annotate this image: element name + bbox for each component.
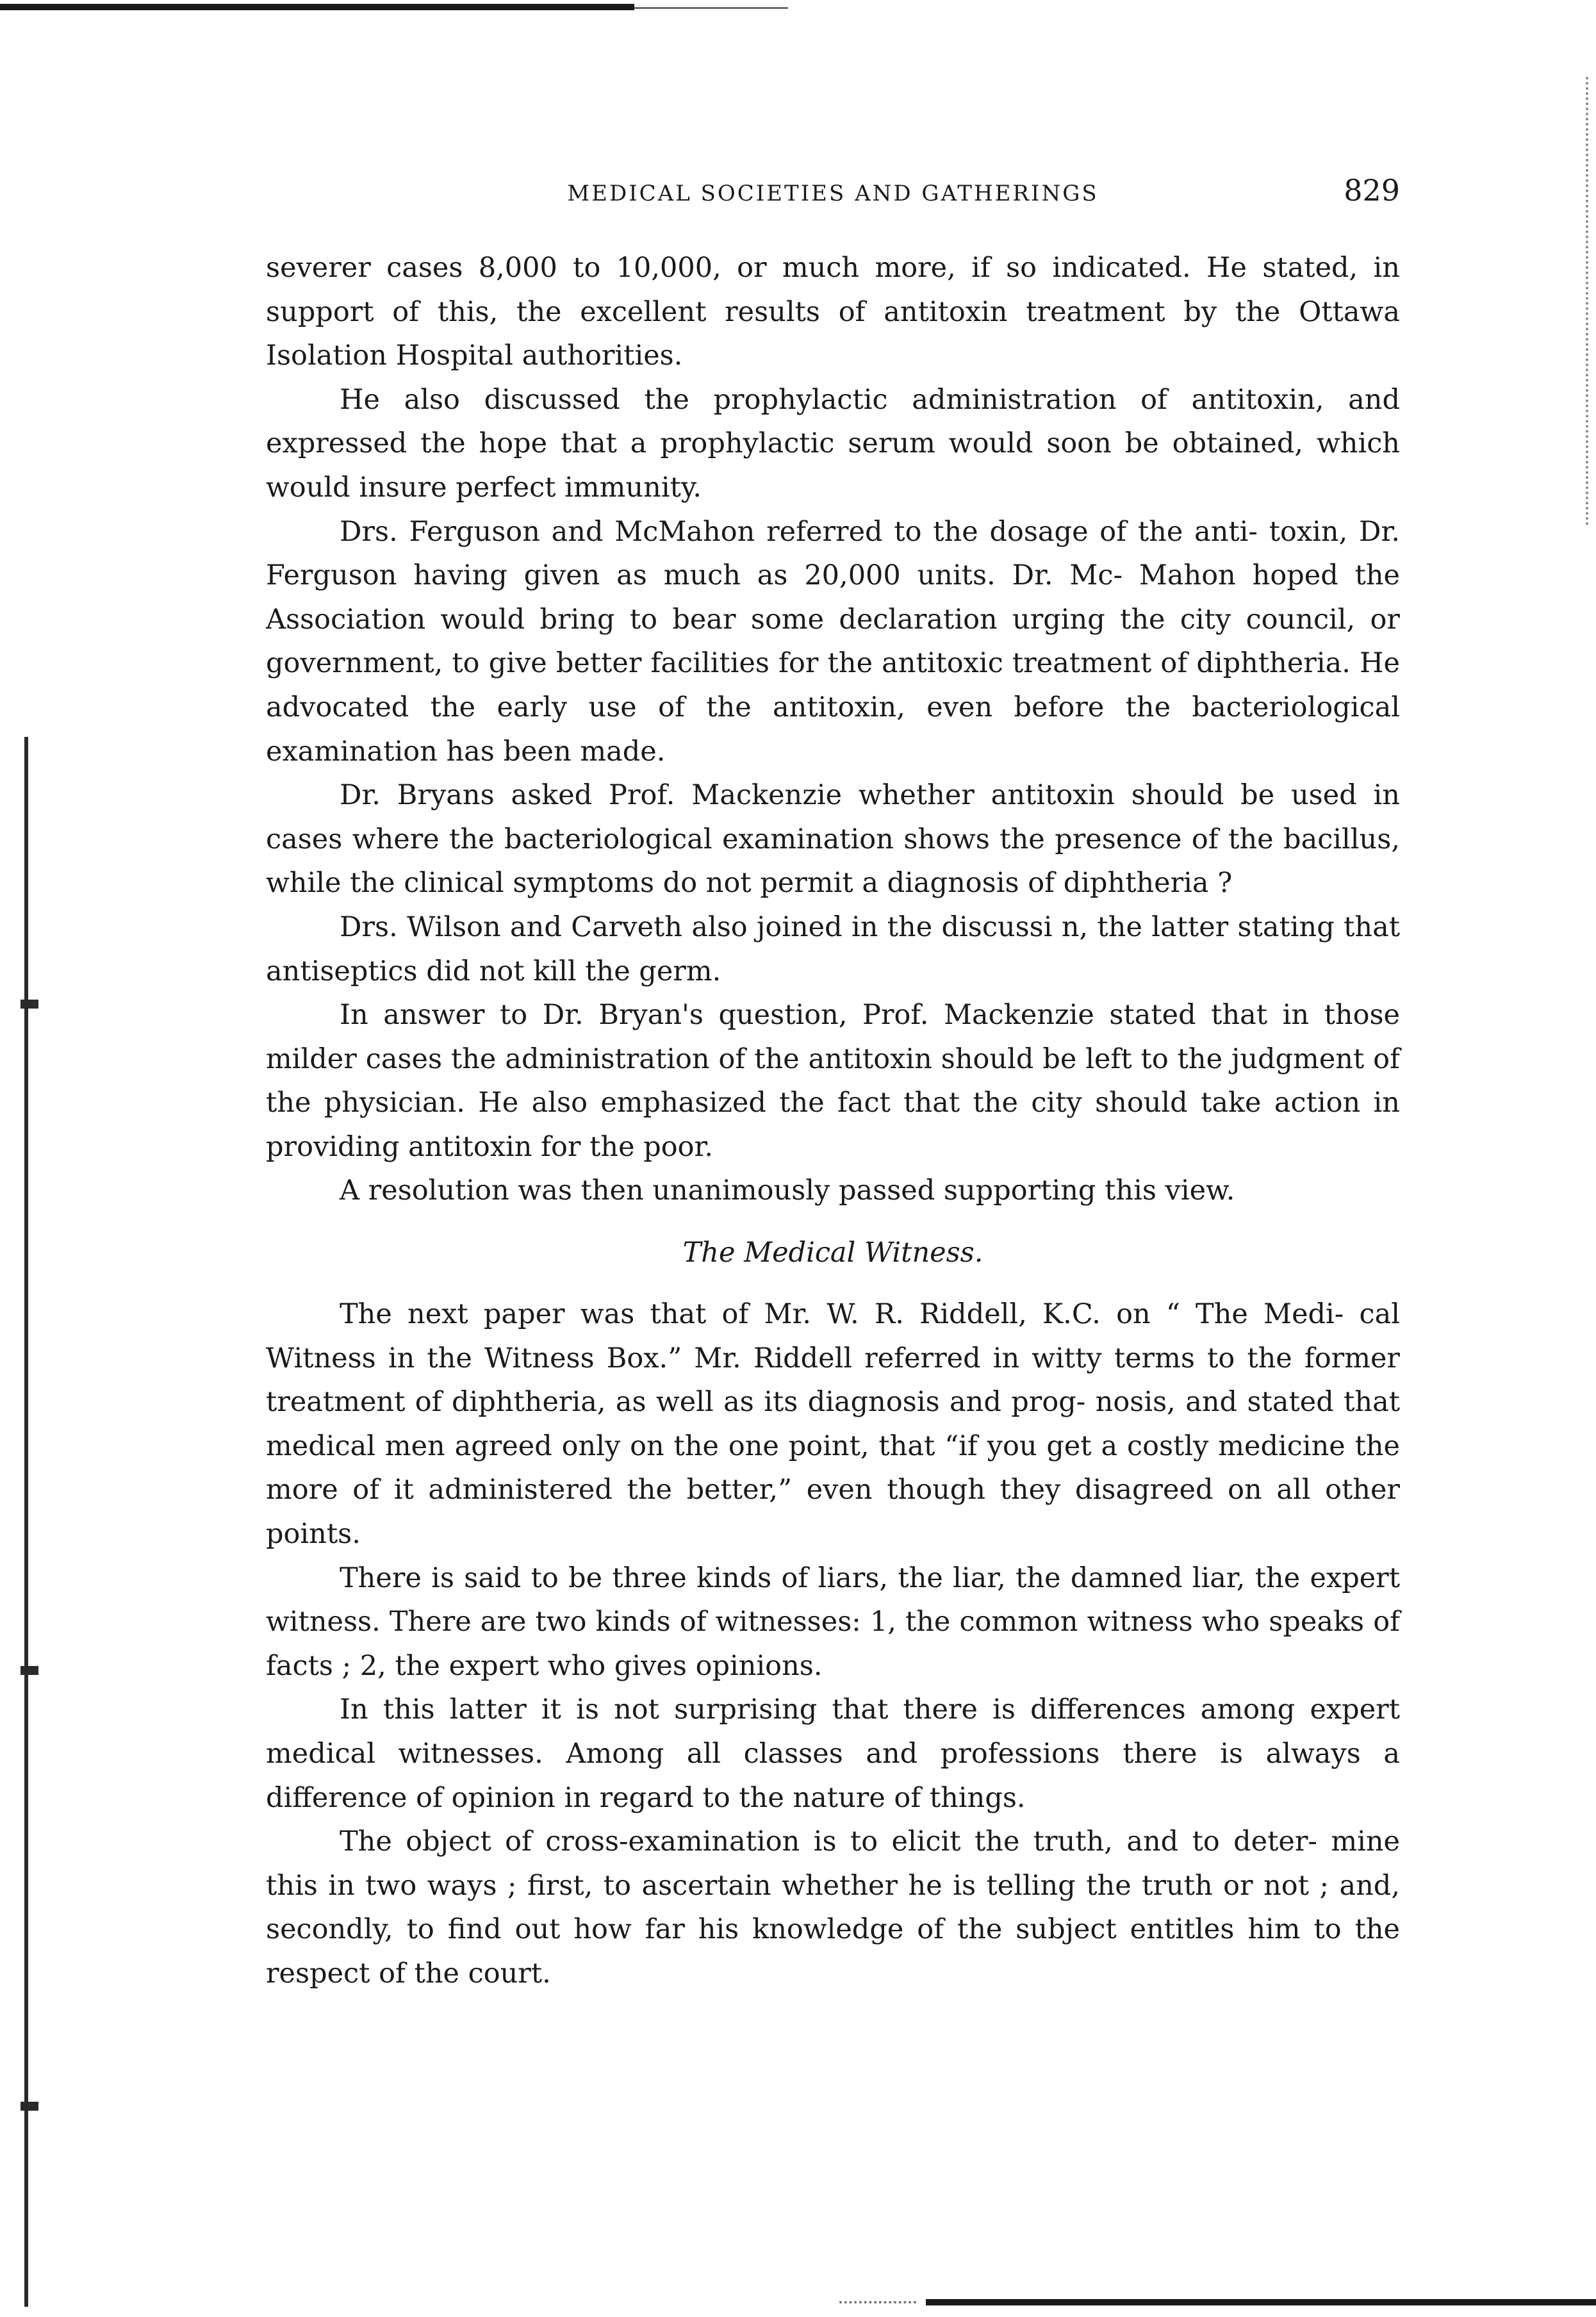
paragraph: In answer to Dr. Bryan's question, Prof. Mackenzie stated that in those milder cases the administration of the antitoxin should be left to the judgment of the physician. He also emphasized the fact that the city should take action in providing antitoxin for the poor.: [266, 999, 1400, 1163]
paragraph: Dr. Bryans asked Prof. Mackenzie whether antitoxin should be used in cases where the bacteriological examination shows the presence of the bacillus, while the clinical symptoms do not permit a diagnosis of diphtheria ?: [266, 779, 1400, 900]
paragraph: A resolution was then unanimously passed supporting this view.: [340, 1175, 1235, 1207]
paragraph: He also discussed the prophylactic administration of antitoxin, and expressed the hope that a prophylactic serum would soon be obtained, which would insure perfect immunity.: [266, 383, 1400, 504]
running-head: [266, 173, 1400, 224]
paragraph: The object of cross-examination is to elicit the truth, and to deter- mine this in two ways ; first, to ascertain whether he is telling the truth or not ; and, secondly, to find out how far his knowledge of the subject entitles him to the respect of the court.: [266, 1826, 1400, 1990]
right-edge-specks: [1583, 77, 1588, 525]
paragraph: severer cases 8,000 to 10,000, or much more, if so indicated. He stated, in support of this, the excellent results of antitoxin treatment by the Ottawa Isolation Hospital authorities.: [266, 252, 1400, 372]
left-binding-line: [24, 737, 28, 2307]
paragraph: There is said to be three kinds of liars, the liar, the damned liar, the expert witness. There are two kinds of witnesses: 1, the common witness who speaks of facts ; 2, the expert who gives opinions.: [266, 1562, 1400, 1682]
paragraph: Drs. Wilson and Carveth also joined in the discussi n, the latter stating that antiseptics did not kill the germ.: [266, 911, 1400, 987]
top-edge-rule: [0, 4, 634, 10]
left-binding-mark: [21, 1666, 38, 1675]
body-text: [266, 246, 1400, 1996]
left-binding-mark: [21, 1000, 38, 1009]
bottom-edge-rule: [926, 2299, 1596, 2305]
paragraph: In this latter it is not surprising that there is differences among expert medical witnesses. Among all classes and professions there is always a difference of opinion in regard to the nature of things.: [266, 1694, 1400, 1814]
paragraph: Drs. Ferguson and McMahon referred to the dosage of the anti- toxin, Dr. Ferguson having given as much as 20,000 units. Dr. Mc- Mahon hoped the Association would bring to bear some declaration urging the city council, or government, to give better facilities for the antitoxic treatment of diphtheria. He advocated the early use of the antitoxin, even before the bacteriological examination has been made.: [266, 515, 1400, 768]
page-number: 829: [1344, 173, 1400, 208]
left-binding-mark: [21, 2102, 38, 2111]
running-title: MEDICAL SOCIETIES AND GATHERINGS: [567, 181, 1099, 206]
top-edge-rule-tail: [634, 7, 788, 9]
section-subheading: The Medical Witness.: [682, 1237, 983, 1269]
bottom-edge-dots: [839, 2301, 916, 2304]
paragraph: The next paper was that of Mr. W. R. Riddell, K.C. on “ The Medi- cal Witness in the Witness Box.” Mr. Riddell referred in witty terms to the former treatment of diphtheria, as well as its diagnosis and prog- nosis, and stated that medical men agreed only on the one point, that “if you get a costly medicine the more of it administered the better,” even though they disagreed on all other points.: [266, 1298, 1400, 1551]
book-page: [266, 173, 1400, 1996]
